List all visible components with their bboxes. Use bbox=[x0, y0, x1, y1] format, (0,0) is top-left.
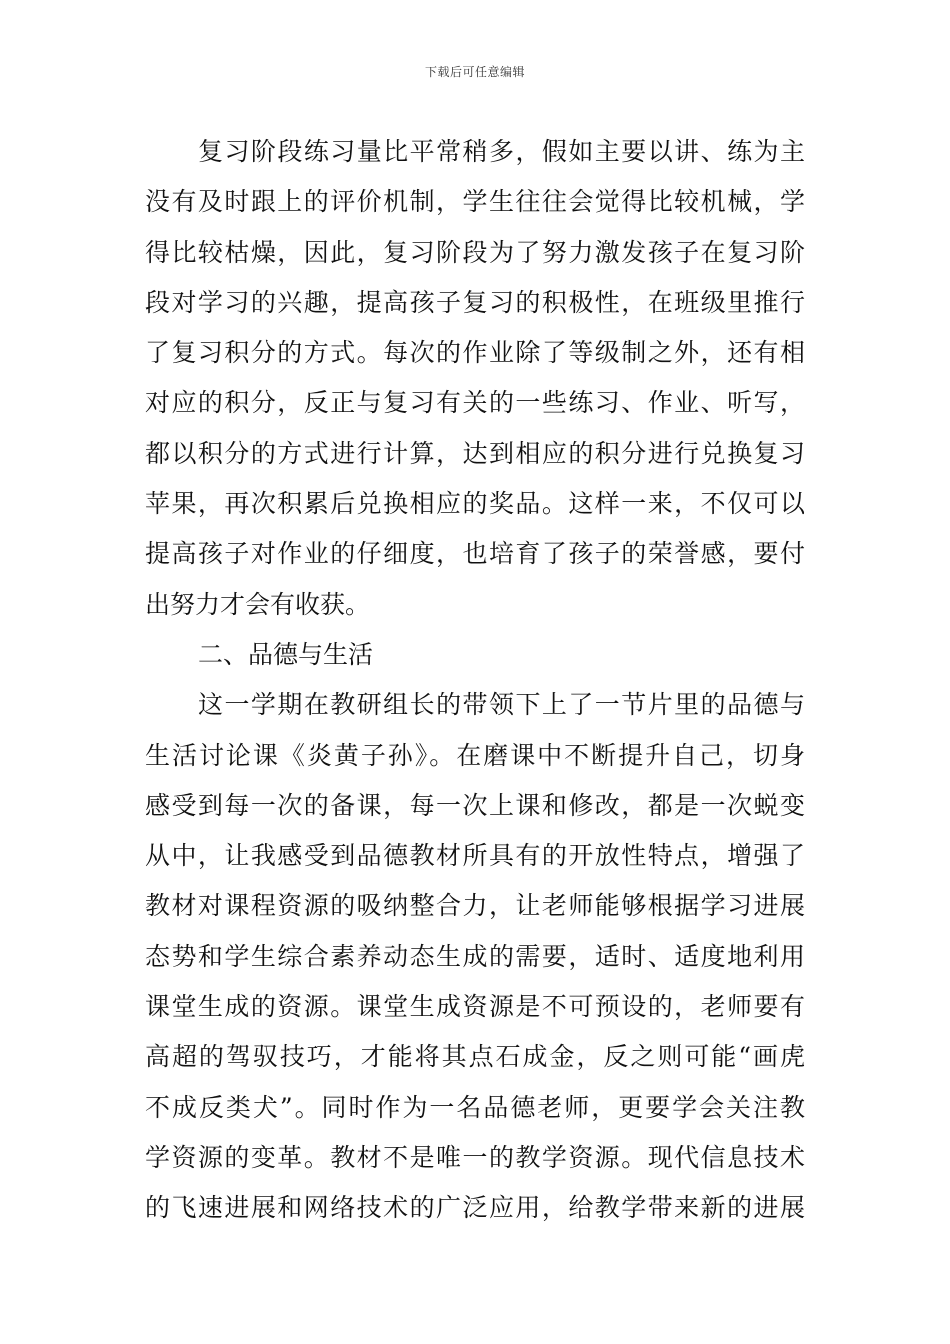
text-line: 的飞速进展和网络技术的广泛应用，给教学带来新的进展 bbox=[145, 1193, 805, 1223]
text-line: 得比较枯燥，因此，复习阶段为了努力激发孩子在复习阶 bbox=[145, 237, 805, 267]
text-line: 教材对课程资源的吸纳整合力，让老师能够根据学习进展 bbox=[145, 891, 805, 921]
text-line: 都以积分的方式进行计算，达到相应的积分进行兑换复习 bbox=[145, 438, 805, 468]
text-line: 课堂生成的资源。课堂生成资源是不可预设的，老师要有 bbox=[145, 992, 805, 1022]
text-line: 态势和学生综合素养动态生成的需要，适时、适度地利用 bbox=[145, 941, 805, 971]
document-body bbox=[145, 127, 805, 1234]
text-line: 提高孩子对作业的仔细度，也培育了孩子的荣誉感，要付 bbox=[145, 539, 805, 569]
text-line: 不成反类犬”。同时作为一名品德老师，更要学会关注教 bbox=[145, 1092, 805, 1122]
text-line: 从中，让我感受到品德教材所具有的开放性特点，增强了 bbox=[145, 841, 805, 871]
text-line: 了复习积分的方式。每次的作业除了等级制之外，还有相 bbox=[145, 338, 805, 368]
text-line: 高超的驾驭技巧，才能将其点石成金，反之则可能“画虎 bbox=[145, 1042, 805, 1072]
heading-text: 二、品德与生活 bbox=[198, 639, 374, 669]
text-line: 段对学习的兴趣，提高孩子复习的积极性，在班级里推行 bbox=[145, 287, 805, 317]
paragraph-moral-life bbox=[145, 680, 805, 1233]
text-line: 没有及时跟上的评价机制，学生往往会觉得比较机械，学 bbox=[145, 187, 805, 217]
text-line: 出努力才会有收获。 bbox=[145, 589, 371, 619]
text-line: 苹果，再次积累后兑换相应的奖品。这样一来，不仅可以 bbox=[145, 489, 805, 519]
page-header: 下载后可任意编辑 bbox=[424, 65, 525, 79]
text-line: 复习阶段练习量比平常稍多，假如主要以讲、练为主 bbox=[198, 137, 805, 166]
section-heading bbox=[145, 630, 805, 680]
text-line: 这一学期在教研组长的带领下上了一节片里的品德与 bbox=[198, 690, 805, 720]
paragraph-review-points bbox=[145, 127, 805, 630]
text-line: 对应的积分，反正与复习有关的一些练习、作业、听写， bbox=[145, 388, 805, 418]
text-line: 学资源的变革。教材不是唯一的教学资源。现代信息技术 bbox=[145, 1142, 805, 1172]
text-line: 生活讨论课《炎黄子孙》。在磨课中不断提升自己，切身 bbox=[145, 740, 805, 770]
text-line: 感受到每一次的备课，每一次上课和修改，都是一次蜕变 bbox=[145, 790, 805, 820]
